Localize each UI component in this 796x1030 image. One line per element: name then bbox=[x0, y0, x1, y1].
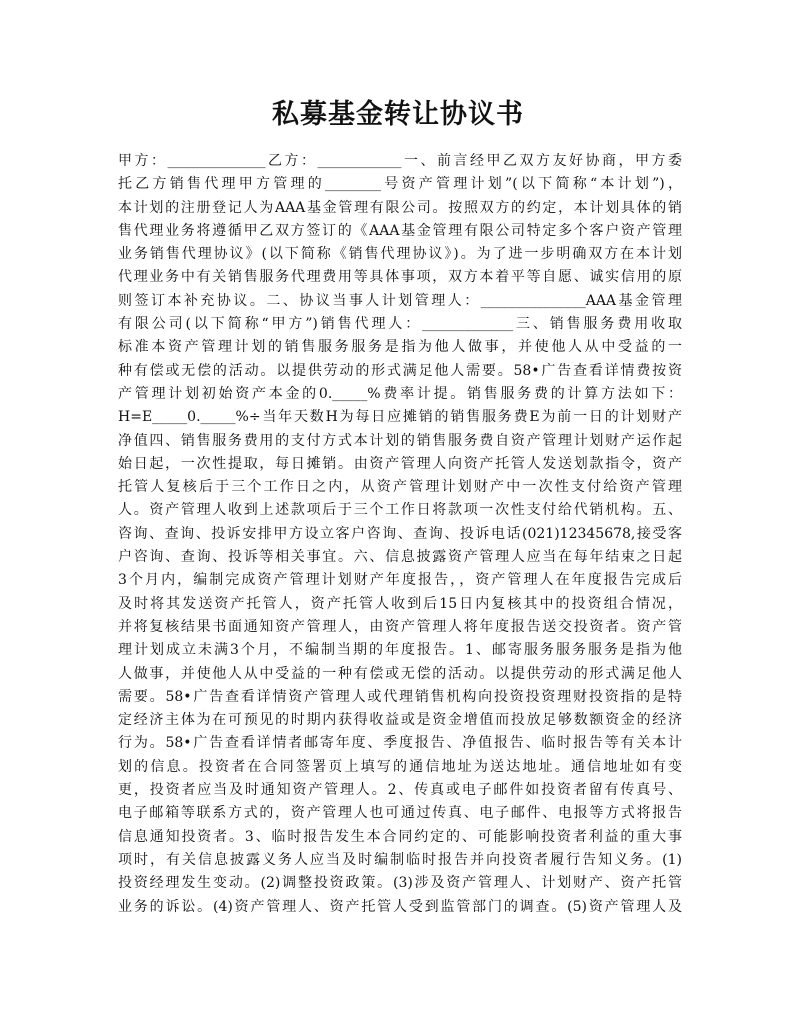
body-line: 种有偿或无偿的活动。以提供劳动的形式满足他人需要。58•广告查看详情费按资 bbox=[118, 362, 682, 379]
body-line: 甲方：______________乙方：____________一、前言经甲乙双方友好协商，甲方委 bbox=[118, 153, 682, 169]
body-line: 净值四、销售服务费用的支付方式本计划的销售服务费自资产管理计划财产运作起 bbox=[118, 432, 682, 449]
body-line: 则签订本补充协议。二、协议当事人计划管理人：_______________AAA基金管理 bbox=[118, 292, 682, 309]
body-line: 代理业务中有关销售服务代理费用等具体事项，双方本着平等自愿、诚实信用的原 bbox=[118, 269, 682, 286]
body-line: 人。资产管理人收到上述款项后于三个工作日将款项一次性支付给代销机构。五、 bbox=[118, 502, 682, 519]
body-line: 有限公司(以下简称“甲方”)销售代理人：_____________三、销售服务费用收取 bbox=[118, 316, 682, 333]
body-line: 产管理计划初始资产本金的0._____%费率计提。销售服务费的计算方法如下： bbox=[118, 385, 682, 402]
body-line: 更，投资者应当及时通知资产管理人。2、传真或电子邮件如投资者留有传真号、 bbox=[118, 782, 682, 799]
body-line: 需要。58•广告查看详情资产管理人或代理销售机构向投资投资理财投资指的是特 bbox=[118, 688, 682, 705]
body-line: 划的信息。投资者在合同签署页上填写的通信地址为送达地址。通信地址如有变 bbox=[118, 758, 682, 775]
body-line: 及时将其发送资产托管人，资产托管人收到后15日内复核其中的投资组合情况， bbox=[118, 595, 682, 612]
body-line: 托乙方销售代理甲方管理的________号资产管理计划”(以下简称“本计划”)， bbox=[118, 176, 682, 193]
body-line: 托管人复核后于三个工作日之内，从资产管理计划财产中一次性支付给资产管理 bbox=[118, 479, 682, 496]
body-line: 咨询、查询、投诉安排甲方设立客户咨询、查询、投诉电话(021)12345678,接受客 bbox=[118, 525, 682, 542]
body-line: 电子邮箱等联系方式的，资产管理人也可通过传真、电子邮件、电报等方式将报告 bbox=[118, 805, 682, 822]
body-line: 标准本资产管理计划的销售服务服务是指为他人做事，并使他人从中受益的一 bbox=[118, 339, 682, 356]
body-line: 项时，有关信息披露义务人应当及时编制临时报告并向投资者履行告知义务。(1) bbox=[118, 851, 682, 868]
body-line: 理计划成立未满3个月，不编制当期的年度报告。1、邮寄服务服务服务是指为他 bbox=[118, 642, 682, 659]
body-line: 本计划的注册登记人为AAA基金管理有限公司。按照双方的约定，本计划具体的销 bbox=[118, 199, 682, 216]
body-line: 行为。58•广告查看详情者邮寄年度、季度报告、净值报告、临时报告等有关本计 bbox=[118, 735, 682, 752]
body-line: 售代理业务将遵循甲乙双方签订的《AAA基金管理有限公司特定多个客户资产管理 bbox=[118, 222, 682, 239]
body-line: 信息通知投资者。3、临时报告发生本合同约定的、可能影响投资者利益的重大事 bbox=[118, 828, 682, 845]
document-title: 私募基金转让协议书 bbox=[272, 99, 524, 130]
body-line: 户咨询、查询、投诉等相关事宜。六、信息披露资产管理人应当在每年结束之日起 bbox=[118, 549, 682, 566]
body-line: 业务的诉讼。(4)资产管理人、资产托管人受到监管部门的调查。(5)资产管理人及 bbox=[118, 898, 682, 915]
body-line: H=E_____0._____%÷当年天数H为每日应摊销的销售服务费E为前一日的计划财产 bbox=[118, 409, 682, 426]
body-line: 并将复核结果书面通知资产管理人，由资产管理人将年度报告送交投资者。资产管 bbox=[118, 618, 682, 635]
body-line: 业务销售代理协议》(以下简称《销售代理协议》)。为了进一步明确双方在本计划 bbox=[118, 246, 682, 263]
body-line: 人做事，并使他人从中受益的一种有偿或无偿的活动。以提供劳动的形式满足他人 bbox=[118, 665, 682, 682]
document-body bbox=[118, 150, 682, 919]
body-line: 3个月内，编制完成资产管理计划财产年度报告，，资产管理人在年度报告完成后 bbox=[118, 572, 682, 589]
body-line: 定经济主体为在可预见的时期内获得收益或是资金增值而投放足够数额资金的经济 bbox=[118, 712, 682, 729]
body-line: 投资经理发生变动。(2)调整投资政策。(3)涉及资产管理人、计划财产、资产托管 bbox=[118, 875, 682, 892]
body-line: 始日起，一次性提取，每日摊销。由资产管理人向资产托管人发送划款指令，资产 bbox=[118, 455, 682, 472]
